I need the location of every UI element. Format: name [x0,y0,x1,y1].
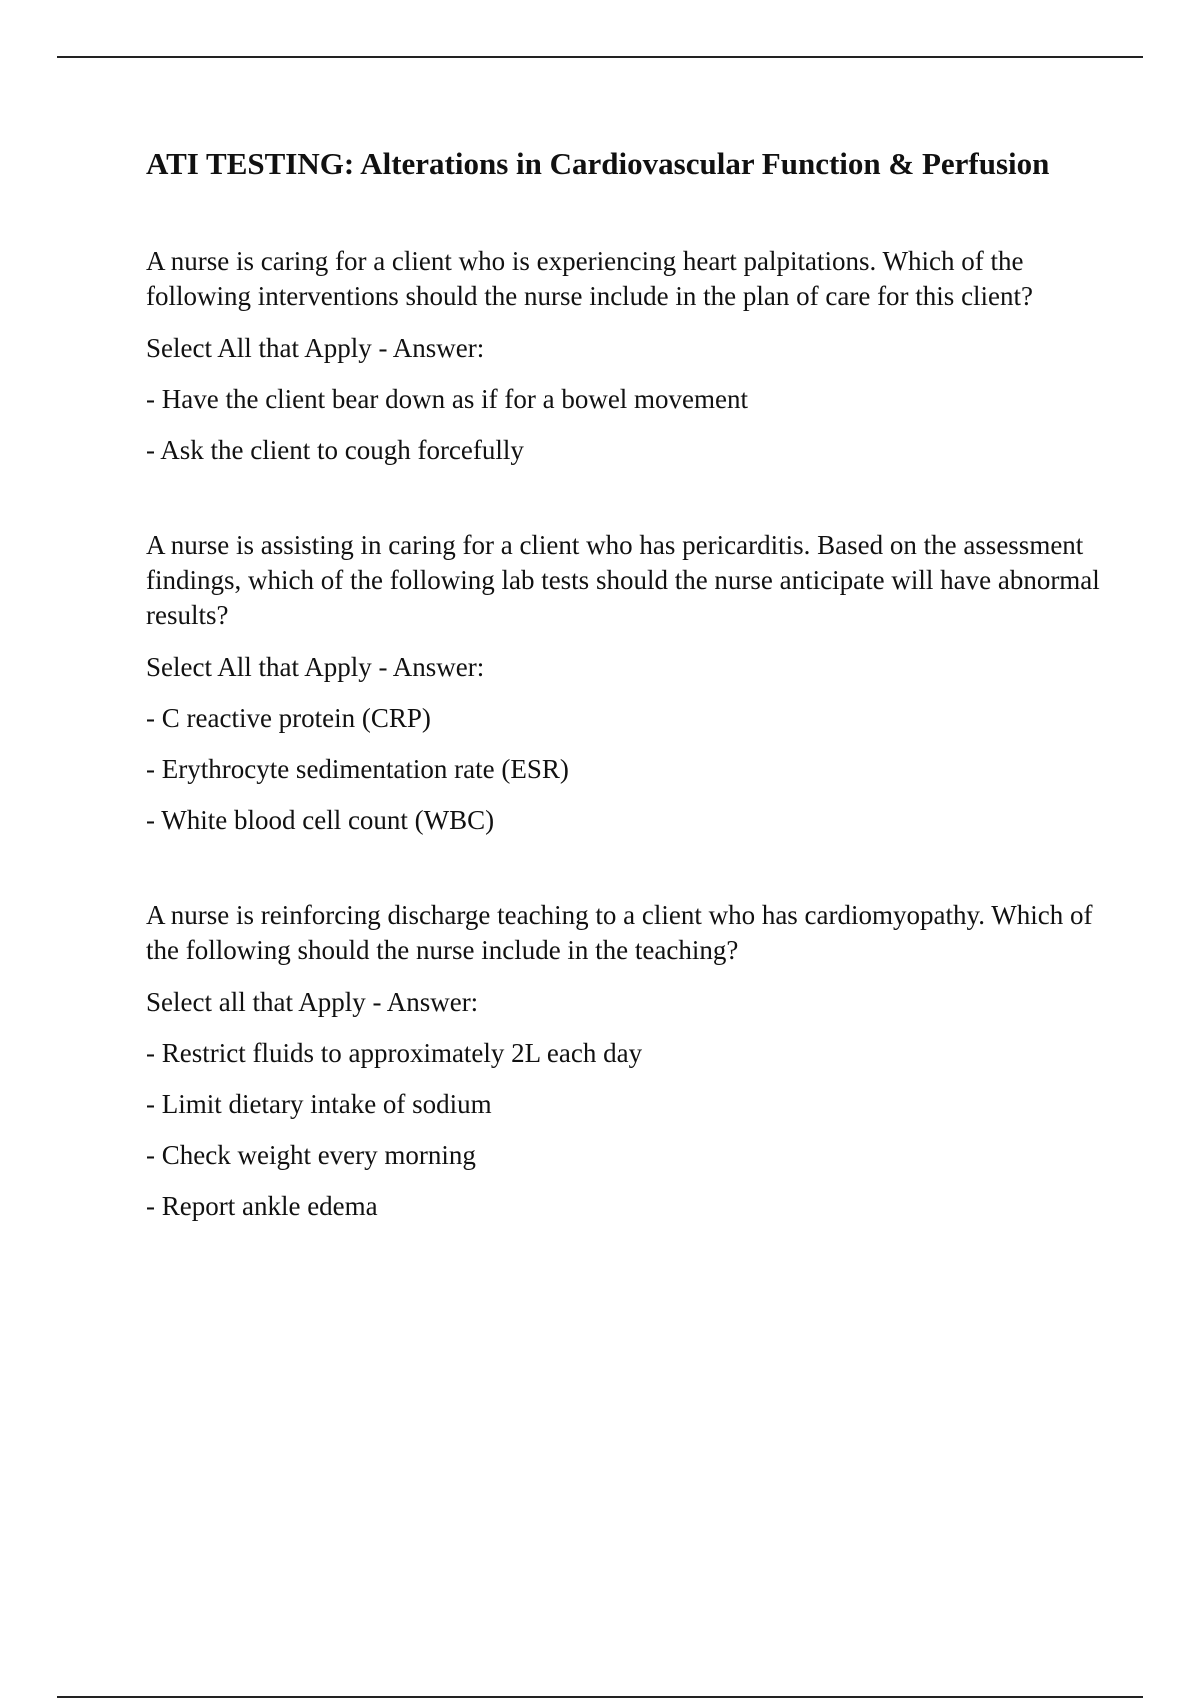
answer-item: - White blood cell count (WBC) [146,805,495,835]
question-text: A nurse is caring for a client who is experiencing heart palpitations. Which of the following interventions should the nurse include in the plan of care for this client? [146,246,1034,311]
answer-prompt: Select All that Apply - Answer: [146,652,485,682]
answer-list [146,701,1106,838]
document-title: ATI TESTING: Alterations in Cardiovascular Function & Perfusion [146,146,1050,181]
answer-item: - C reactive protein (CRP) [146,703,431,733]
answer-item: - Report ankle edema [146,1191,378,1221]
question-text: A nurse is reinforcing discharge teaching to a client who has cardiomyopathy. Which of the following should the nurse include in the teaching? [146,900,1093,965]
top-divider [57,56,1143,58]
answer-item: - Restrict fluids to approximately 2L each day [146,1038,643,1068]
answer-item: - Limit dietary intake of sodium [146,1089,492,1119]
question-text: A nurse is assisting in caring for a client who has pericarditis. Based on the assessment findings, which of the following lab tests should the nurse anticipate will have abnormal results? [146,530,1100,630]
question-block-1 [146,244,1106,468]
answer-item: - Ask the client to cough forcefully [146,435,524,465]
bottom-divider [57,1696,1143,1698]
answer-item: - Check weight every morning [146,1140,476,1170]
answer-prompt: Select All that Apply - Answer: [146,333,485,363]
answer-list [146,382,1106,468]
answer-prompt: Select all that Apply - Answer: [146,987,479,1017]
question-block-3 [146,898,1106,1224]
answer-item: - Erythrocyte sedimentation rate (ESR) [146,754,569,784]
answer-list [146,1036,1106,1224]
question-block-2 [146,528,1106,838]
answer-item: - Have the client bear down as if for a bowel movement [146,384,749,414]
document-body [146,144,1106,1284]
